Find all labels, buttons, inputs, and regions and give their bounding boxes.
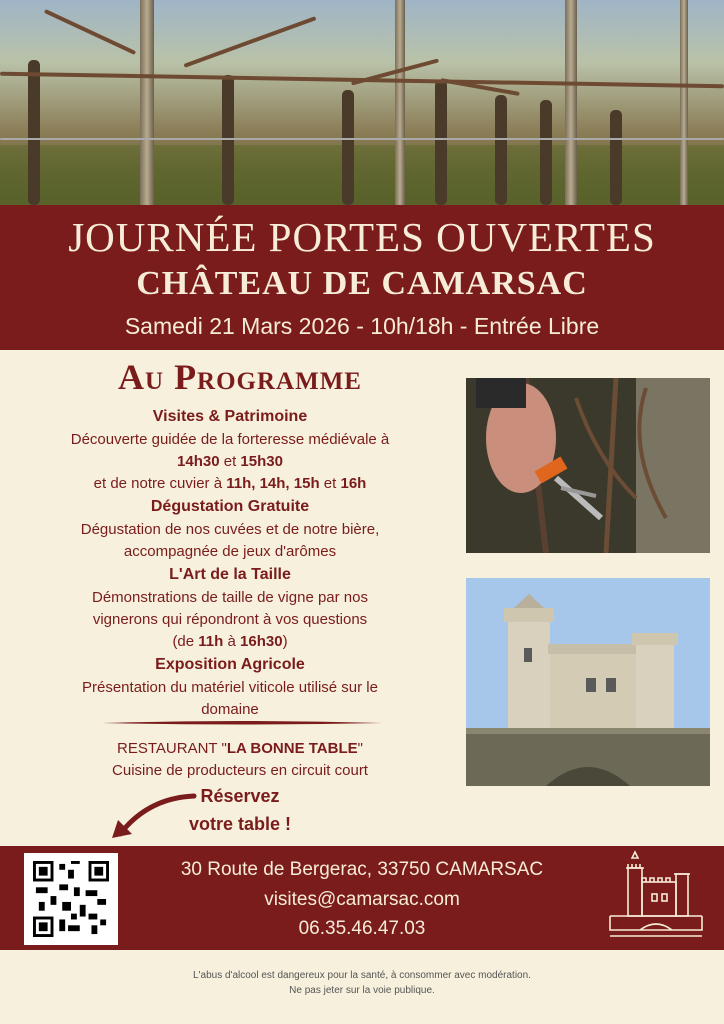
connector-text: et de notre cuvier à	[93, 475, 223, 492]
programme-heading: Au Programme	[118, 357, 362, 397]
legal-line: L'abus d'alcool est dangereux pour la santé, à consommer avec modération.	[193, 970, 531, 981]
vine-trunk	[435, 80, 447, 205]
programme-item-text	[30, 451, 430, 473]
event-title: JOURNÉE PORTES OUVERTES	[68, 214, 656, 260]
vineyard-post	[395, 0, 405, 205]
vine-trunk	[28, 60, 40, 205]
vine-trunk	[222, 75, 234, 205]
connector-text: et	[223, 453, 237, 470]
castle-icon	[606, 850, 706, 946]
programme-item-text: domaine	[201, 701, 259, 718]
programme-item-text: vignerons qui répondront à vos questions	[92, 611, 368, 628]
vine-trunk	[495, 95, 507, 205]
qr-code[interactable]	[24, 853, 118, 945]
programme-item-heading: Visites & Patrimoine	[152, 408, 308, 425]
contact-phone[interactable]: 06.35.46.47.03	[298, 918, 426, 939]
programme-item-heading: Exposition Agricole	[155, 656, 305, 673]
title-band	[0, 205, 724, 350]
contact-email[interactable]: visites@camarsac.com	[264, 889, 460, 910]
reserve-line: votre table !	[188, 814, 292, 834]
programme-item-text: Dégustation de nos cuvées et de notre bière,	[80, 521, 380, 538]
vine-trunk	[540, 100, 552, 205]
qr-code-pattern	[32, 861, 110, 937]
vine-branch	[184, 16, 317, 68]
connector-text: et	[323, 475, 337, 492]
reserve-line: Réservez	[200, 786, 280, 806]
connector-text: (de	[172, 633, 195, 650]
programme-item-heading: Dégustation Gratuite	[150, 498, 310, 515]
programme-item-text	[30, 631, 430, 653]
vine-wire	[0, 138, 724, 140]
time-value: 16h	[340, 475, 367, 492]
connector-text: )	[282, 633, 288, 650]
programme-item-text	[30, 473, 430, 495]
restaurant-suffix: "	[357, 740, 363, 757]
chateau-name: CHÂTEAU DE CAMARSAC	[136, 265, 588, 302]
castle-photo	[466, 578, 710, 786]
legal-notice	[0, 968, 724, 998]
vine-branch	[44, 9, 136, 55]
programme-list	[30, 405, 430, 721]
vine-trunk	[342, 90, 354, 205]
pruning-illustration	[466, 378, 710, 553]
time-value: 16h30	[240, 633, 283, 650]
event-date: Samedi 21 Mars 2026 - 10h/18h - Entrée Libre	[124, 313, 600, 339]
programme-item-text: Découverte guidée de la forteresse médiévale à	[70, 431, 390, 448]
vine-trunk	[610, 110, 622, 205]
time-value: 15h30	[240, 453, 283, 470]
programme-item-text: Présentation du matériel viticole utilisé sur le	[82, 679, 378, 696]
restaurant-line	[40, 738, 440, 760]
restaurant-prefix: RESTAURANT "	[117, 740, 227, 757]
time-value: 14h30	[177, 453, 220, 470]
time-value: 11h, 14h, 15h	[226, 475, 320, 492]
vineyard-post	[565, 0, 577, 205]
reserve-callout	[160, 782, 320, 838]
restaurant-name: LA BONNE TABLE	[226, 740, 358, 757]
programme-item-text: accompagnée de jeux d'arômes	[123, 543, 337, 560]
restaurant-description: Cuisine de producteurs en circuit court	[112, 762, 368, 779]
programme-item-text: Démonstrations de taille de vigne par nos	[92, 589, 368, 606]
castle-illustration	[466, 578, 710, 786]
legal-line: Ne pas jeter sur la voie publique.	[289, 985, 435, 996]
programme-item-heading: L'Art de la Taille	[169, 566, 291, 583]
vineyard-post	[140, 0, 154, 205]
connector-text: à	[227, 633, 236, 650]
time-value: 11h	[198, 633, 224, 650]
vineyard-photo	[0, 0, 724, 205]
contact-address: 30 Route de Bergerac, 33750 CAMARSAC	[180, 859, 544, 880]
pruning-photo	[466, 378, 710, 553]
restaurant-info	[40, 738, 440, 782]
vineyard-post	[680, 0, 688, 205]
section-divider	[102, 720, 382, 725]
